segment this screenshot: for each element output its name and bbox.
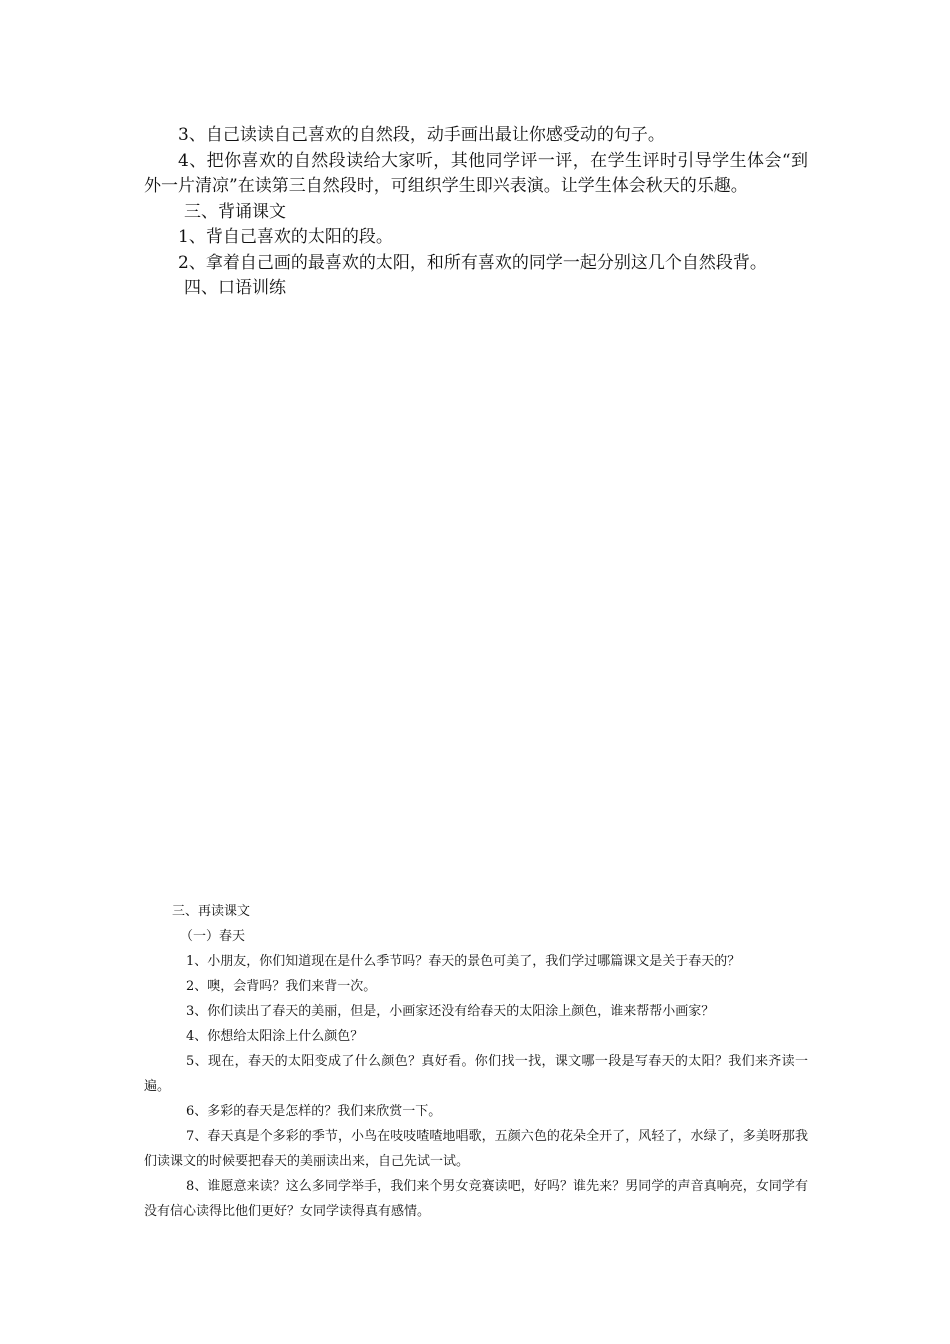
q-2: 2、噢，会背吗？我们来背一次。 [186,979,377,994]
section-reread: 三、再读课文 [172,904,251,919]
q-4: 4、你想给太阳涂上什么颜色？ [186,1029,364,1044]
upper-text-block [144,123,808,302]
subsection-spring: （一）春天 [180,929,246,944]
section-recite: 三、背诵课文 [184,201,286,222]
section-oral: 四、口语训练 [184,278,286,298]
q-1: 1、小朋友，你们知道现在是什么季节吗？春天的景色可美了，我们学过哪篇课文是关于春天的？ [186,954,741,969]
q-8: 8、谁愿意来读？这么多同学举手，我们来个男女竞赛读吧，好吗？谁先来？男同学的声音真响亮，女同学有没有信心读得比他们更好？女同学读得真有感情。 [144,1179,808,1219]
q-7: 7、春天真是个多彩的季节，小鸟在吱吱喳喳地唱歌，五颜六色的花朵全开了，风轻了，水绿了，多美呀那我们读课文的时候要把春天的美丽读出来，自己先试一试。 [144,1129,808,1169]
lower-text-block [144,899,808,1224]
q-3: 3、你们读出了春天的美丽，但是，小画家还没有给春天的太阳涂上颜色，谁来帮帮小画家？ [186,1004,715,1019]
step-4: 4、把你喜欢的自然段读给大家听，其他同学评一评，在学生评时引导学生体会“到外一片清凉”在读第三自然段时，可组织学生即兴表演。让学生体会秋天的乐趣。 [144,150,808,196]
q-5: 5、现在，春天的太阳变成了什么颜色？真好看。你们找一找，课文哪一段是写春天的太阳？我们来齐读一遍。 [144,1054,808,1094]
recite-1: 1、背自己喜欢的太阳的段。 [178,227,393,247]
q-6: 6、多彩的春天是怎样的？我们来欣赏一下。 [186,1104,442,1119]
step-3: 3、自己读读自己喜欢的自然段，动手画出最让你感受动的句子。 [178,125,665,145]
recite-2: 2、拿着自己画的最喜欢的太阳，和所有喜欢的同学一起分别这几个自然段背。 [178,252,767,273]
